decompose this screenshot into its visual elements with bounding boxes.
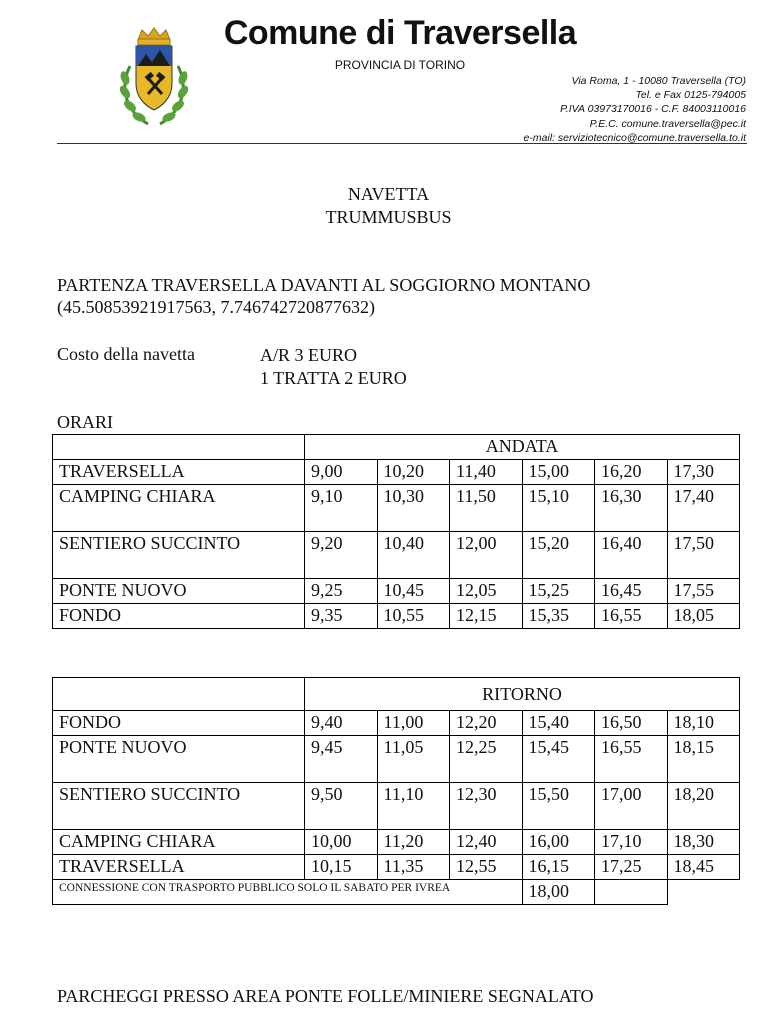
departure-location: PARTENZA TRAVERSELLA DAVANTI AL SOGGIORNO MONTANO <box>57 275 591 295</box>
time-cell: 11,35 <box>377 855 450 880</box>
time-cell: 10,00 <box>305 830 378 855</box>
empty-header-cell <box>53 678 305 711</box>
time-cell: 15,50 <box>522 783 595 830</box>
time-cell: 10,55 <box>377 604 450 629</box>
table-row <box>53 736 740 783</box>
time-cell: 16,50 <box>595 711 668 736</box>
time-cell: 9,35 <box>305 604 378 629</box>
time-cell: 9,10 <box>305 485 378 532</box>
time-cell: 17,00 <box>595 783 668 830</box>
stop-name-cell: CAMPING CHIARA <box>53 830 305 855</box>
table-row <box>53 460 740 485</box>
time-cell: 10,45 <box>377 579 450 604</box>
time-cell: 11,40 <box>450 460 523 485</box>
table-row <box>53 830 740 855</box>
departure-coordinates: (45.50853921917563, 7.746742720877632) <box>57 297 375 317</box>
stop-name-cell: PONTE NUOVO <box>53 736 305 783</box>
cost-single: 1 TRATTA 2 EURO <box>260 368 407 388</box>
time-cell: 12,40 <box>450 830 523 855</box>
outbound-schedule-table <box>52 434 740 629</box>
table-row <box>53 604 740 629</box>
time-cell: 12,30 <box>450 783 523 830</box>
time-cell: 12,15 <box>450 604 523 629</box>
time-cell: 16,55 <box>595 604 668 629</box>
cost-label: Costo della navetta <box>57 344 195 364</box>
andata-body <box>53 460 740 629</box>
stop-name-cell: TRAVERSELLA <box>53 460 305 485</box>
municipality-title: Comune di Traversella <box>223 14 577 52</box>
cost-values <box>260 344 407 390</box>
time-cell: 12,20 <box>450 711 523 736</box>
time-cell: 11,00 <box>377 711 450 736</box>
time-cell: 10,30 <box>377 485 450 532</box>
empty-header-cell <box>53 435 305 460</box>
time-cell: 18,30 <box>667 830 740 855</box>
time-cell: 11,50 <box>450 485 523 532</box>
empty-cell <box>595 880 668 905</box>
time-cell: 17,10 <box>595 830 668 855</box>
table-header-row <box>53 435 740 460</box>
time-cell: 15,20 <box>522 532 595 579</box>
time-cell: 18,45 <box>667 855 740 880</box>
table-row <box>53 783 740 830</box>
phone-line: Tel. e Fax 0125-794005 <box>635 89 746 102</box>
table-row <box>53 855 740 880</box>
departure-info <box>57 274 590 318</box>
municipal-crest-icon <box>118 26 190 130</box>
time-cell: 18,20 <box>667 783 740 830</box>
table-row <box>53 485 740 532</box>
time-cell: 9,40 <box>305 711 378 736</box>
table-row <box>53 579 740 604</box>
time-cell: 9,50 <box>305 783 378 830</box>
time-cell: 18,10 <box>667 711 740 736</box>
time-cell: 12,00 <box>450 532 523 579</box>
tax-id-line: P.IVA 03973170016 - C.F. 84003110016 <box>560 103 746 116</box>
table-row <box>53 532 740 579</box>
contact-block <box>386 74 746 145</box>
time-cell: 11,20 <box>377 830 450 855</box>
time-cell: 15,10 <box>522 485 595 532</box>
time-cell: 17,50 <box>667 532 740 579</box>
schedule-label: ORARI <box>57 412 114 432</box>
time-cell: 17,25 <box>595 855 668 880</box>
time-cell: 16,45 <box>595 579 668 604</box>
time-cell: 15,40 <box>522 711 595 736</box>
stop-name-cell: SENTIERO SUCCINTO <box>53 532 305 579</box>
time-cell: 15,35 <box>522 604 595 629</box>
letterhead <box>0 0 777 150</box>
cost-return: A/R 3 EURO <box>260 345 358 365</box>
time-cell: 9,20 <box>305 532 378 579</box>
time-cell: 9,00 <box>305 460 378 485</box>
stop-name-cell: FONDO <box>53 711 305 736</box>
time-cell: 16,15 <box>522 855 595 880</box>
andata-header: ANDATA <box>305 435 740 460</box>
time-cell: 12,55 <box>450 855 523 880</box>
stop-name-cell: PONTE NUOVO <box>53 579 305 604</box>
time-cell: 11,10 <box>377 783 450 830</box>
return-schedule-table <box>52 677 740 905</box>
stop-name-cell: FONDO <box>53 604 305 629</box>
connection-note: CONNESSIONE CON TRASPORTO PUBBLICO SOLO IL SABATO PER IVREA <box>53 880 523 905</box>
time-cell: 10,20 <box>377 460 450 485</box>
stop-name-cell: SENTIERO SUCCINTO <box>53 783 305 830</box>
document-title <box>0 183 777 229</box>
time-cell: 10,15 <box>305 855 378 880</box>
parking-info: PARCHEGGI PRESSO AREA PONTE FOLLE/MINIERE SEGNALATO <box>57 986 594 1006</box>
time-cell: 12,25 <box>450 736 523 783</box>
time-cell: 18,05 <box>667 604 740 629</box>
address-line: Via Roma, 1 - 10080 Traversella (TO) <box>571 75 746 87</box>
title-navetta: NAVETTA <box>347 184 430 204</box>
time-cell: 11,05 <box>377 736 450 783</box>
time-cell: 18,15 <box>667 736 740 783</box>
connection-note-row <box>53 880 740 905</box>
email-line: e-mail: serviziotecnico@comune.traversella.to.it <box>523 131 746 144</box>
time-cell: 9,25 <box>305 579 378 604</box>
stop-name-cell: TRAVERSELLA <box>53 855 305 880</box>
ritorno-body <box>53 711 740 880</box>
time-cell: 9,45 <box>305 736 378 783</box>
time-cell: 10,40 <box>377 532 450 579</box>
time-cell: 16,30 <box>595 485 668 532</box>
time-cell: 16,40 <box>595 532 668 579</box>
time-cell: 17,55 <box>667 579 740 604</box>
table-header-row <box>53 678 740 711</box>
time-cell: 15,25 <box>522 579 595 604</box>
time-cell: 16,55 <box>595 736 668 783</box>
stop-name-cell: CAMPING CHIARA <box>53 485 305 532</box>
ritorno-header: RITORNO <box>305 678 740 711</box>
time-cell: 12,05 <box>450 579 523 604</box>
title-trummusbus: TRUMMUSBUS <box>325 207 452 227</box>
time-cell: 16,20 <box>595 460 668 485</box>
time-cell: 16,00 <box>522 830 595 855</box>
time-cell: 17,40 <box>667 485 740 532</box>
time-cell: 15,45 <box>522 736 595 783</box>
time-cell: 15,00 <box>522 460 595 485</box>
province-label: PROVINCIA DI TORINO <box>334 58 466 72</box>
connection-time: 18,00 <box>522 880 595 905</box>
pec-line: P.E.C. comune.traversella@pec.it <box>589 117 746 130</box>
table-row <box>53 711 740 736</box>
time-cell: 17,30 <box>667 460 740 485</box>
header-divider <box>57 143 747 144</box>
